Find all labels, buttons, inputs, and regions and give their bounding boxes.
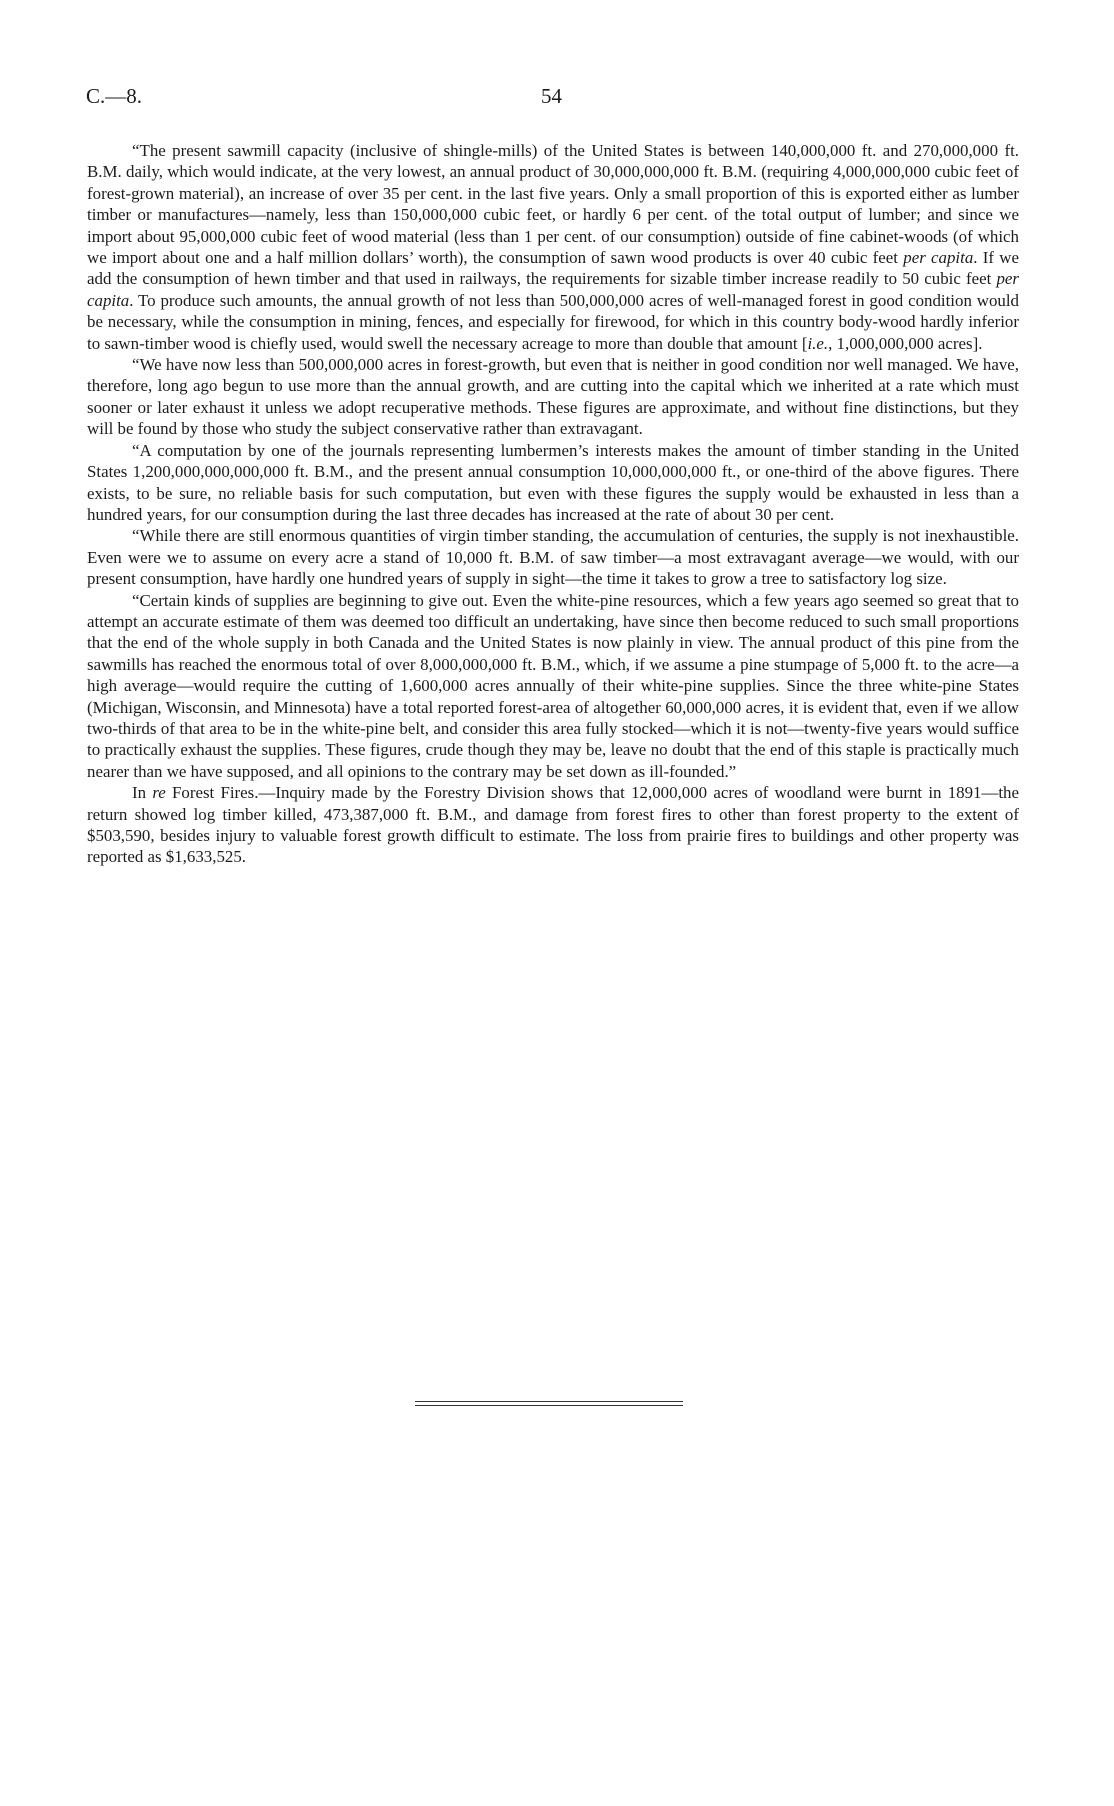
italic-text: i.e.: [807, 333, 829, 353]
text-run: Forest Fires.—Inquiry made by the Forestry Division shows that 12,000,000 acres of woodland were burnt in 1891—the return showed log timber killed, 473,387,000 ft. B.M., and damage from forest fires to other than forest property to the extent of $503,590, besides injury to valuable forest growth difficult to estimate. The loss from prairie fires to buildings and other property was reported as $1,633,525.: [87, 783, 1019, 867]
text-run: In: [132, 783, 153, 803]
paragraph: [87, 590, 1019, 783]
paragraph: [87, 440, 1019, 526]
italic-text: re: [152, 783, 166, 803]
text-run: . If we add the consumption of hewn timber and that used in railways, the requirements for sizable timber increase readily to 50 cubic feet: [87, 248, 1019, 289]
body-text: [87, 140, 1019, 868]
end-rule-bottom: [415, 1405, 683, 1406]
text-run: “Certain kinds of supplies are beginning to give out. Even the white-pine resources, which a few years ago seemed so great that to attempt an accurate estimate of them was deemed too difficult an undertaking, have since then become reduced to such small proportions that the end of the whole supply in both Canada and the United States is now plainly in view. The annual product of this pine from the sawmills has reached the enormous total of over 8,000,000,000 ft. B.M., which, if we assume a pine stumpage of 5,000 ft. to the acre—a high average—would require the cutting of 1,600,000 acres annually of their white-pine supplies. Since the three white-pine States (Michigan, Wisconsin, and Minnesota) have a total reported forest-area of altogether 60,000,000 acres, it is evident that, even if we allow two-thirds of that area to be in the white-pine belt, and consider this area fully stocked—which it is not—twenty-five years would suffice to practically exhaust the supplies. These figures, crude though they may be, leave no doubt that the end of this staple is practically much nearer than we have supposed, and all opinions to the contrary may be set down as ill-founded.”: [87, 590, 1019, 781]
text-run: , 1,000,000,000 acres].: [828, 333, 983, 353]
text-run: “A computation by one of the journals representing lumbermen’s interests makes the amount of timber standing in the United States 1,200,000,000,000,000 ft. B.M., and the present annual consumption 10,000,000,000 ft., or one-third of the above figures. There exists, to be sure, no reliable basis for such computation, but even with these figures the supply would be exhausted in less than a hundred years, for our consumption during the last three decades has increased at the rate of about 30 per cent.: [87, 440, 1019, 524]
paragraph: [87, 354, 1019, 440]
end-rule-top: [415, 1401, 683, 1402]
text-run: . To produce such amounts, the annual growth of not less than 500,000,000 acres of well-managed forest in good condition would be necessary, while the consumption in mining, fences, and especially for firewood, for which in this country body-wood hardly inferior to sawn-timber wood is chiefly used, would swell the necessary acreage to more than double that amount [: [87, 290, 1019, 353]
page-header: [86, 84, 1026, 114]
paragraph: [87, 140, 1019, 354]
text-run: “While there are still enormous quantities of virgin timber standing, the accumulation of centuries, the supply is not inexhaustible. Even were we to assume on every acre a stand of 10,000 ft. B.M. of saw timber—a most extravagant average—we would, with our present consumption, have hardly one hundred years of supply in sight—the time it takes to grow a tree to satisfactory log size.: [87, 526, 1019, 589]
paragraph: [87, 525, 1019, 589]
text-run: “We have now less than 500,000,000 acres in forest-growth, but even that is neither in good condition nor well managed. We have, therefore, long ago begun to use more than the annual growth, and are cutting into the capital which we inherited at a rate which must sooner or later exhaust it unless we adopt recuperative methods. These figures are approximate, and without fine distinctions, but they will be found by those who study the subject conservative rather than extravagant.: [87, 355, 1019, 439]
page-number: 54: [541, 84, 562, 108]
paragraph: [87, 782, 1019, 868]
text-run: “The present sawmill capacity (inclusive of shingle-mills) of the United States is between 140,000,000 ft. and 270,000,000 ft. B.M. daily, which would indicate, at the very lowest, an annual product of 30,000,000,000 ft. B.M. (requiring 4,000,000,000 cubic feet of forest-grown material), an increase of over 35 per cent. in the last five years. Only a small proportion of this is exported either as lumber timber or manufactures—namely, less than 150,000,000 cubic feet, or hardly 6 per cent. of the total output of lumber; and since we import about 95,000,000 cubic feet of wood material (less than 1 per cent. of our consumption) outside of fine cabinet-woods (of which we import about one and a half million dollars’ worth), the consumption of sawn wood products is over 40 cubic feet: [87, 141, 1019, 268]
document-code: C.—8.: [86, 84, 143, 108]
italic-text: per capita: [87, 269, 1019, 310]
italic-text: per capita: [903, 248, 974, 268]
